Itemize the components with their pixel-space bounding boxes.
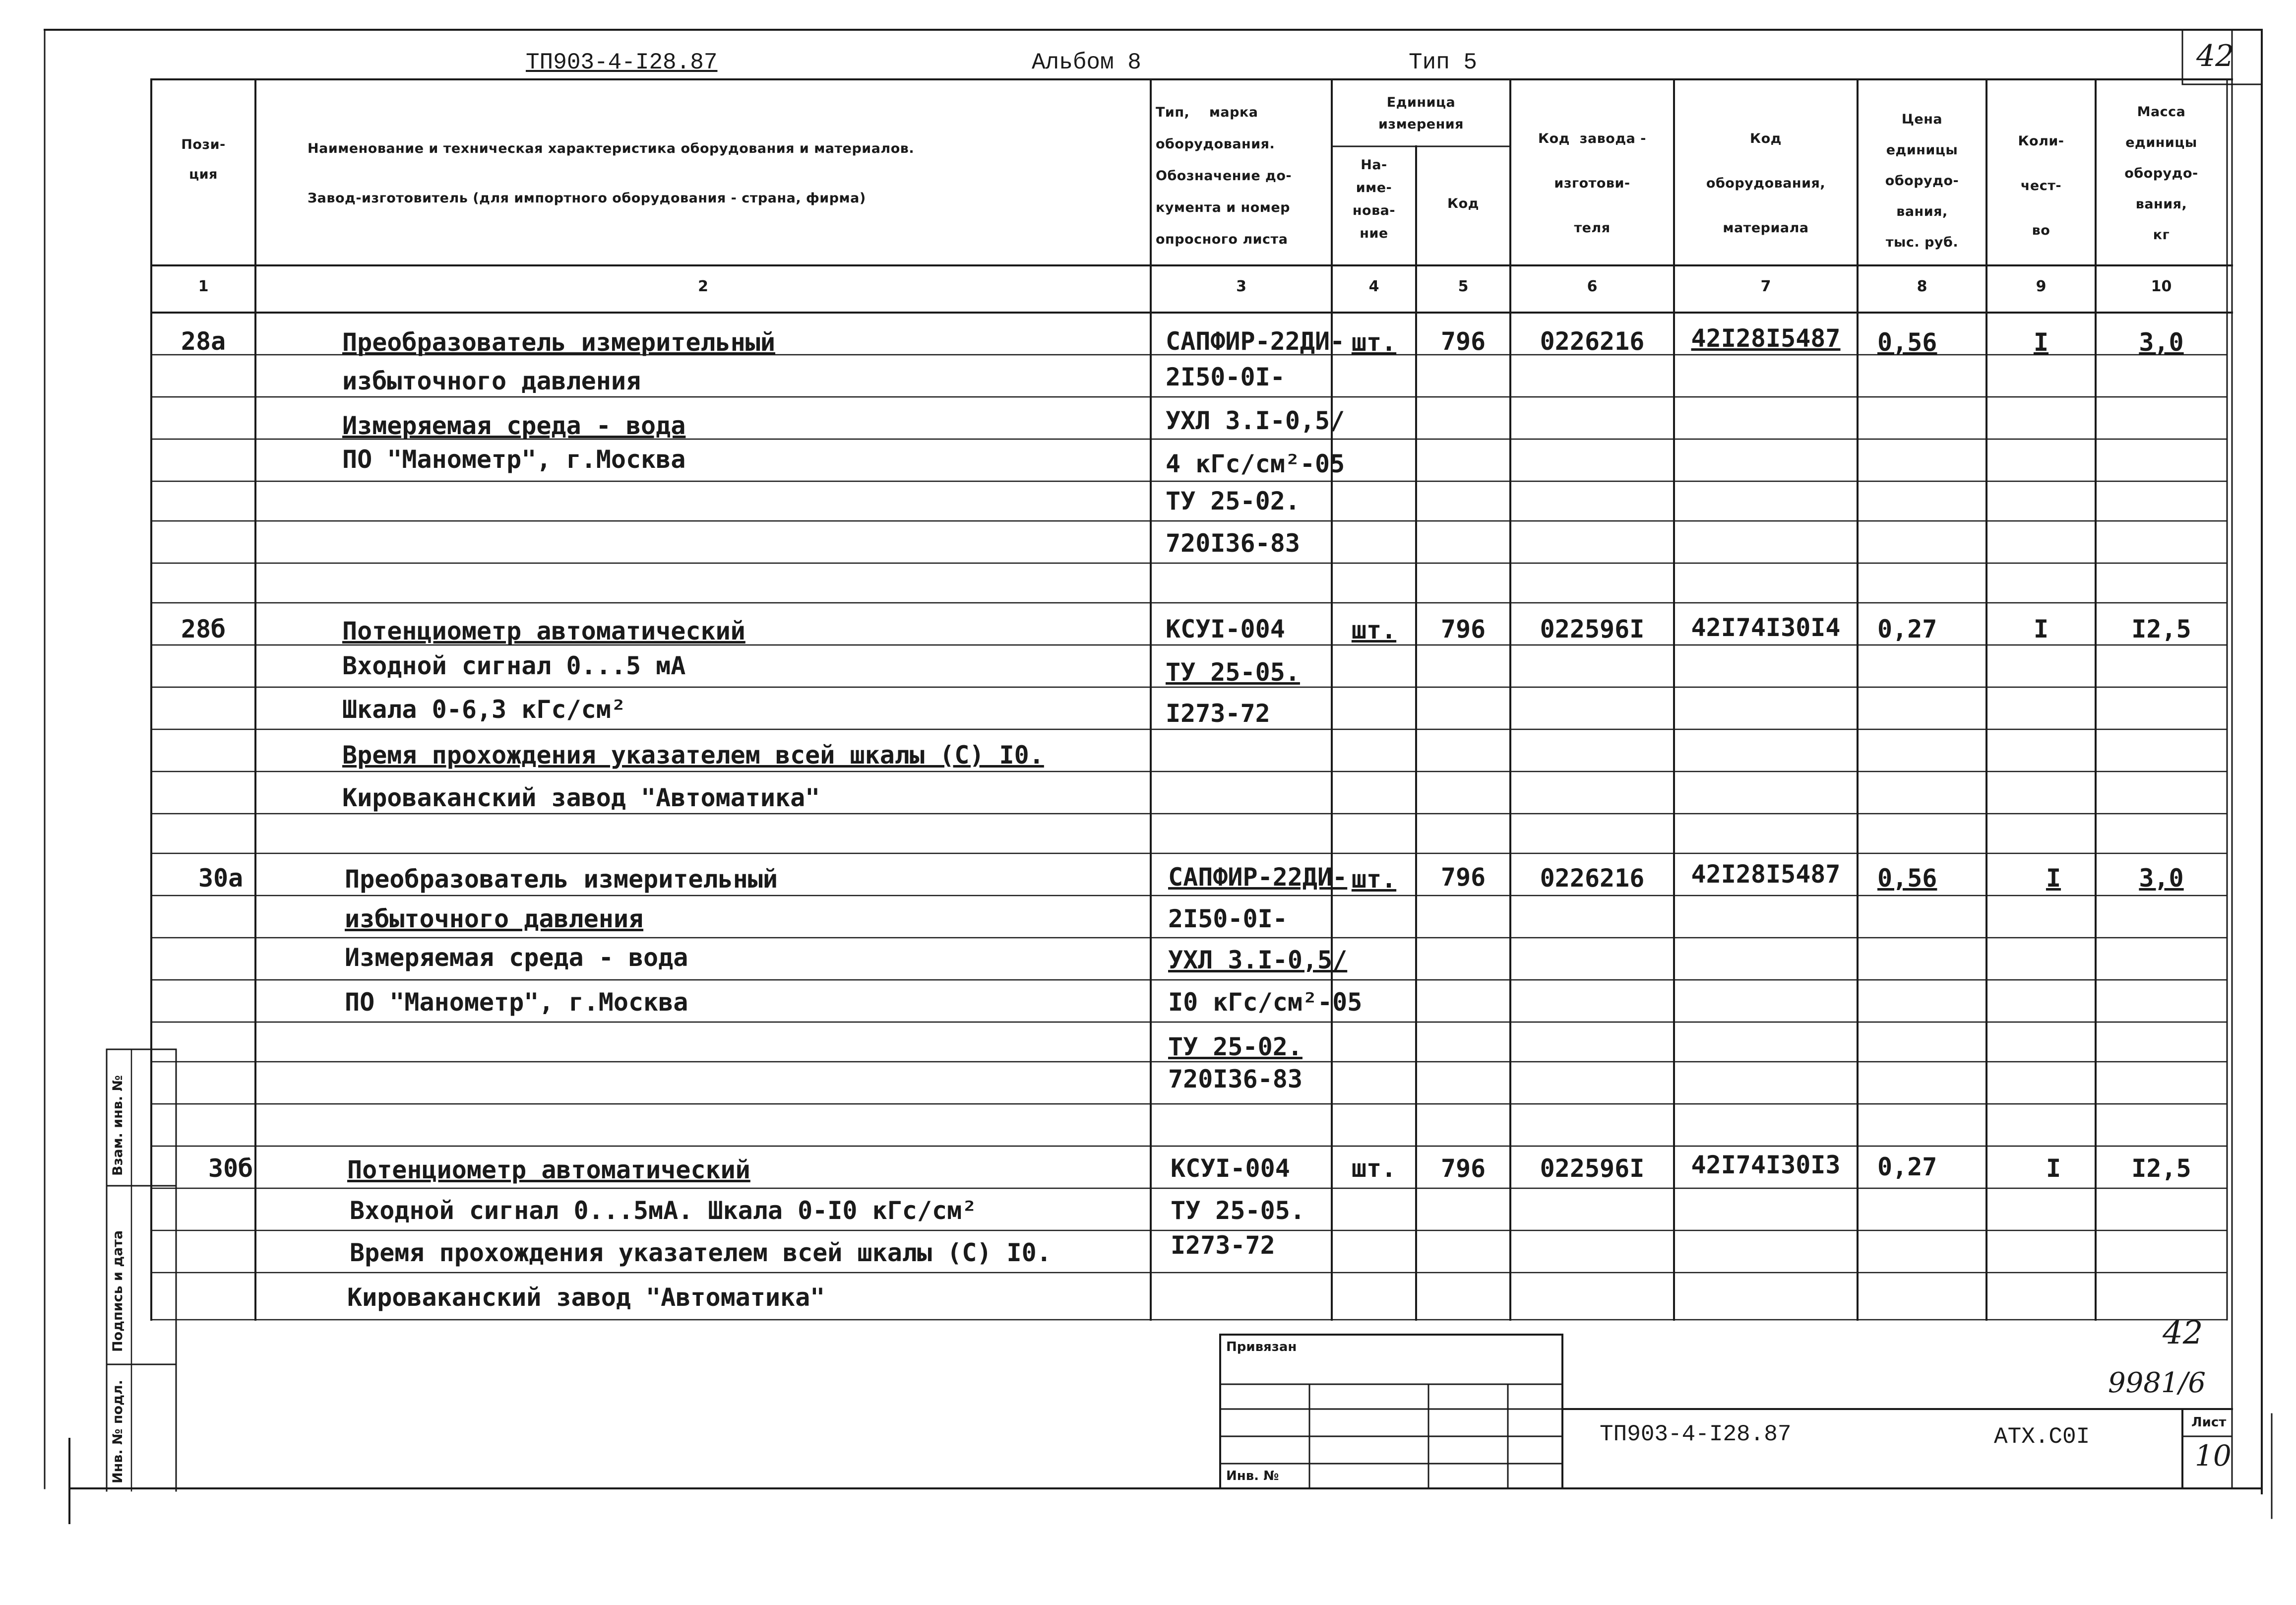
item-equip-code: 42I74I30I3 bbox=[1691, 1151, 1841, 1179]
item-type-line: 720I36-83 bbox=[1166, 529, 1300, 558]
item-type-line: КСУI-004 bbox=[1171, 1154, 1290, 1183]
col-number-4: 4 bbox=[1368, 278, 1379, 295]
item-type-line: САПФИР-22ДИ- bbox=[1168, 863, 1348, 892]
item-name-line: Преобразователь измерительный bbox=[342, 328, 775, 357]
item-unit: шт. bbox=[1351, 865, 1397, 894]
album-label: Альбом 8 bbox=[1032, 50, 1141, 75]
item-type-line: I273-72 bbox=[1166, 699, 1270, 728]
stamp-doc-code: ТП903-4-I28.87 bbox=[1600, 1421, 1792, 1447]
stamp-privyazan: Привязан bbox=[1226, 1340, 1297, 1354]
stamp-reg-number: 9981/6 bbox=[2108, 1367, 2206, 1399]
item-name-line: Входной сигнал 0...5мА. Шкала 0-I0 кГс/см² bbox=[350, 1196, 977, 1225]
col-header-name bbox=[308, 124, 1141, 223]
item-mass: I2,5 bbox=[2131, 1154, 2191, 1183]
item-name-line: избыточного давления bbox=[342, 367, 641, 395]
item-name-line: Время прохождения указателем всей шкалы (С) I0. bbox=[350, 1238, 1052, 1267]
item-name-line: Измеряемая среда - вода bbox=[342, 411, 686, 440]
type-label: Тип 5 bbox=[1409, 50, 1478, 75]
item-type-line: 2I50-0I- bbox=[1166, 363, 1285, 391]
col-number-1: 1 bbox=[198, 278, 209, 295]
table-row-position: 28б bbox=[181, 615, 226, 643]
item-qty: I bbox=[2033, 328, 2049, 357]
stamp-sheet-code: АТХ.С0I bbox=[1994, 1424, 2090, 1450]
item-qty: I bbox=[2033, 615, 2049, 643]
item-name-line: избыточного давления bbox=[345, 904, 644, 933]
col-number-5: 5 bbox=[1458, 278, 1469, 295]
item-mass: 3,0 bbox=[2139, 328, 2184, 357]
item-unit-code: 796 bbox=[1440, 863, 1486, 892]
page-number: 42 bbox=[2196, 39, 2234, 73]
col2-line2: Завод-изготовитель (для импортного оборудования - страна, фирма) bbox=[308, 191, 866, 206]
col2-line1: Наименование и техническая характеристика оборудования и материалов. bbox=[308, 141, 915, 156]
item-type-line: I0 кГс/см²-05 bbox=[1168, 988, 1363, 1017]
stamp-list-number: 10 bbox=[2195, 1439, 2232, 1473]
item-qty: I bbox=[2046, 1154, 2061, 1183]
item-factory-code: 022596I bbox=[1540, 1154, 1645, 1183]
item-name-line: ПО "Манометр", г.Москва bbox=[342, 445, 686, 474]
item-equip-code: 42I28I5487 bbox=[1691, 324, 1841, 353]
item-type-line: ТУ 25-05. bbox=[1171, 1196, 1305, 1225]
item-type-line: КСУI-004 bbox=[1166, 615, 1285, 643]
item-type-line: 4 кГс/см²-05 bbox=[1166, 449, 1345, 478]
item-name-line: Кироваканский завод "Автоматика" bbox=[342, 783, 820, 812]
item-equip-code: 42I28I5487 bbox=[1691, 860, 1841, 889]
col-header-price: Цена единицы оборудо- вания, тыс. руб. bbox=[1885, 112, 1959, 250]
item-type-line: УХЛ 3.I-0,5/ bbox=[1166, 406, 1345, 435]
sidebar-podpis: Подпись и дата bbox=[110, 1230, 125, 1352]
item-type-line: I273-72 bbox=[1171, 1231, 1275, 1260]
item-factory-code: 0226216 bbox=[1540, 327, 1645, 356]
table-row-position: 30а bbox=[198, 864, 244, 893]
item-type-line: САПФИР-22ДИ- bbox=[1166, 327, 1345, 356]
col-number-2: 2 bbox=[698, 278, 708, 295]
item-unit: шт. bbox=[1351, 1154, 1397, 1183]
item-type-line: ТУ 25-02. bbox=[1166, 487, 1300, 515]
item-price: 0,27 bbox=[1877, 1153, 1937, 1181]
item-mass: I2,5 bbox=[2131, 615, 2191, 643]
item-factory-code: 0226216 bbox=[1540, 864, 1645, 893]
col-header-unit: Единица измерения bbox=[1378, 95, 1464, 132]
item-name-line: ПО "Манометр", г.Москва bbox=[345, 988, 688, 1017]
item-name-line: Измеряемая среда - вода bbox=[345, 943, 688, 972]
item-type-line: 720I36-83 bbox=[1168, 1065, 1303, 1093]
col-header-qty: Коли- чест- во bbox=[2018, 133, 2064, 238]
col-header-unit-name: На- име- нова- ние bbox=[1352, 157, 1396, 241]
stamp-list-label: Лист bbox=[2191, 1415, 2227, 1430]
item-name-line: Потенциометр автоматический bbox=[342, 617, 745, 645]
col-header-unit-code: Код bbox=[1447, 196, 1479, 211]
item-unit: шт. bbox=[1351, 328, 1397, 357]
stamp-inv-no: Инв. № bbox=[1226, 1469, 1279, 1483]
item-unit-code: 796 bbox=[1440, 327, 1486, 356]
item-equip-code: 42I74I30I4 bbox=[1691, 613, 1841, 642]
item-price: 0,27 bbox=[1877, 615, 1937, 643]
col-number-9: 9 bbox=[2036, 278, 2047, 295]
item-name-line: Преобразователь измерительный bbox=[345, 865, 778, 894]
col-number-8: 8 bbox=[1917, 278, 1927, 295]
item-name-line: Кироваканский завод "Автоматика" bbox=[347, 1283, 825, 1312]
col-number-6: 6 bbox=[1587, 278, 1598, 295]
col-header-position bbox=[159, 130, 248, 190]
item-qty: I bbox=[2046, 864, 2061, 893]
item-type-line: УХЛ 3.I-0,5/ bbox=[1168, 946, 1348, 974]
item-type-line: ТУ 25-05. bbox=[1166, 658, 1300, 687]
col-header-equip-code: Код оборудования, материала bbox=[1706, 131, 1826, 236]
item-price: 0,56 bbox=[1877, 864, 1937, 893]
item-unit-code: 796 bbox=[1440, 615, 1486, 643]
col-header-mass: Масса единицы оборудо- вания, кг bbox=[2124, 104, 2198, 243]
col-number-3: 3 bbox=[1236, 278, 1246, 295]
col1-line1: Пози- bbox=[181, 137, 226, 152]
item-factory-code: 022596I bbox=[1540, 615, 1645, 643]
stamp-hand-number: 42 bbox=[2163, 1315, 2203, 1351]
col-header-type: Тип, марка оборудования. Обозначение до- кумента и номер опросного листа bbox=[1156, 105, 1292, 247]
item-type-line: 2I50-0I- bbox=[1168, 904, 1288, 933]
item-type-line: ТУ 25-02. bbox=[1168, 1032, 1303, 1061]
col1-line2: ция bbox=[189, 167, 218, 182]
table-row-position: 30б bbox=[208, 1154, 253, 1183]
item-name-line: Шкала 0-6,3 кГс/см² bbox=[342, 695, 626, 724]
item-name-line: Потенциометр автоматический bbox=[347, 1156, 750, 1184]
item-mass: 3,0 bbox=[2139, 864, 2184, 893]
item-unit-code: 796 bbox=[1440, 1154, 1486, 1183]
item-price: 0,56 bbox=[1877, 328, 1937, 357]
item-name-line: Время прохождения указателем всей шкалы (С) I0. bbox=[342, 741, 1044, 770]
table-row-position: 28а bbox=[181, 327, 226, 356]
sidebar-inv-zam: Взам. инв. № bbox=[110, 1075, 125, 1176]
item-name-line: Входной сигнал 0...5 мА bbox=[342, 651, 686, 680]
col-number-10: 10 bbox=[2151, 278, 2172, 295]
sidebar-inv-podl: Инв. № подл. bbox=[110, 1380, 125, 1483]
col-header-factory-code: Код завода - изготови- теля bbox=[1538, 131, 1646, 236]
item-unit: шт. bbox=[1351, 616, 1397, 644]
doc-code-header: ТП903-4-I28.87 bbox=[526, 50, 718, 75]
col-number-7: 7 bbox=[1760, 278, 1771, 295]
